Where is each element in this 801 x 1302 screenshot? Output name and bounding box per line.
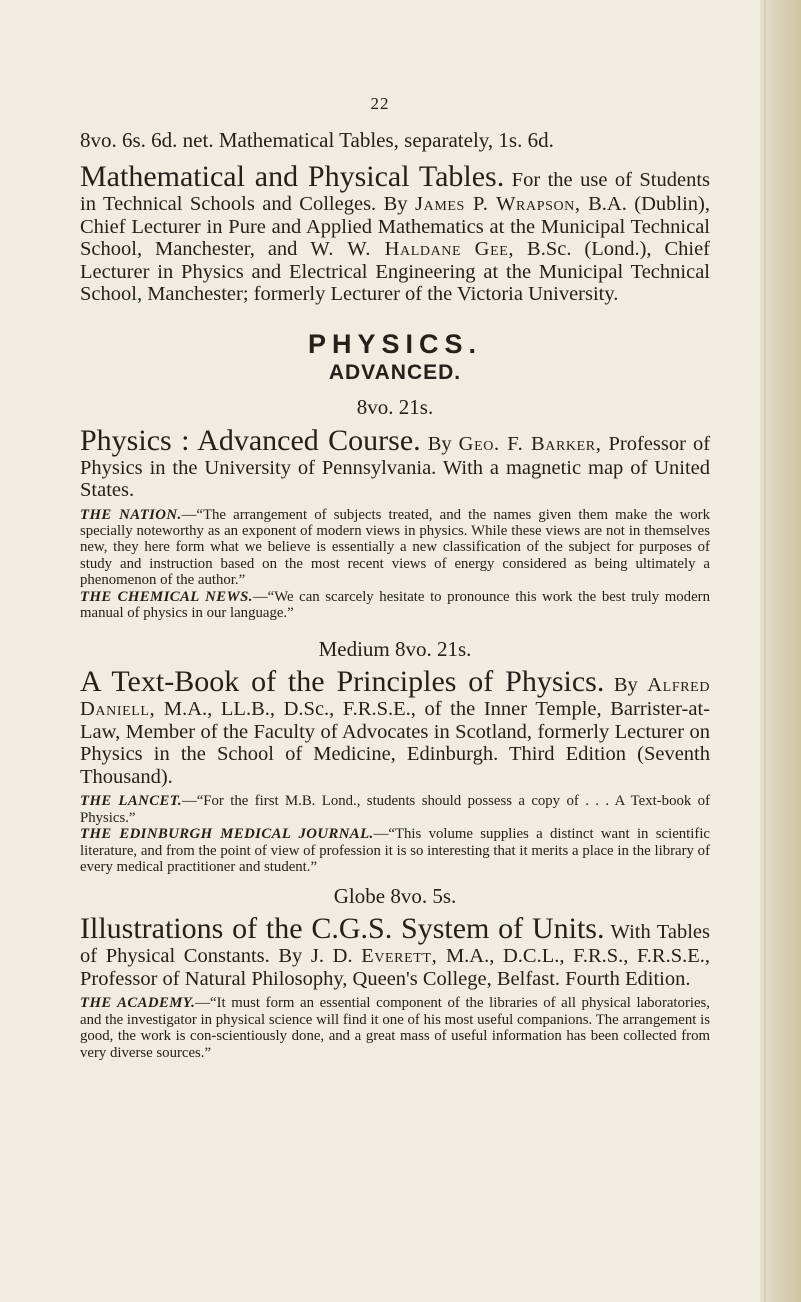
author-name: Everett, (361, 945, 438, 968)
page-fold (764, 0, 766, 1302)
entry-description: B.Sc. (Lond.), Chief Lecturer in Physics and Electrical Engineering at the Municipal Technical School, Manchester; formerly Lecturer of the Victoria University. (80, 238, 711, 305)
review-text: —“The arrangement of subjects treated, and the names given them make the work specially noteworthy as an exponent of modern views in physics. While these views are not in themselves new, they here form what we believe is essentially a new classification of the subject for purposes of study and instruction based on the most recent views of energy considered as being ultimately a phenomenon of the author.” (80, 506, 710, 589)
author-lead: With Tables of Physical Constants. By J. D. (80, 921, 710, 968)
entry-description: B.A. (Dublin), Chief Lecturer in Pure and Applied Mathematics at the Municipal Technical School, Manchester, and (80, 193, 711, 260)
review-source: THE EDINBURGH MEDICAL JOURNAL. (80, 826, 374, 843)
review-text: —“For the first M.B. Lond., students should possess a copy of . . . A Text-book of Physics.” (80, 793, 710, 826)
catalogue-entry (80, 126, 710, 306)
book-title: Mathematical and Physical Tables. (80, 160, 505, 193)
review-source: THE CHEMICAL NEWS. (80, 588, 253, 605)
review-text: —“We can scarcely hesitate to pronounce this work the best truly modern manual of physics in our language.” (80, 588, 710, 621)
catalogue-entry (80, 882, 710, 1061)
author-name: James P. Wrapson, (415, 193, 581, 215)
author-lead: By (427, 432, 452, 455)
review-source: THE ACADEMY. (80, 995, 196, 1012)
review-quote (80, 589, 710, 622)
review-text: —“It must form an essential component of the libraries of all physical laboratories, and the investigator in physical science will find it one of his most useful companions. The arrangement is good, the work is con-scientiously done, and a great mass of useful information has been collected from very diverse sources.” (80, 995, 711, 1061)
review-quote (80, 995, 710, 1061)
catalogue-entry (80, 635, 710, 875)
review-quote (80, 793, 710, 826)
section-heading: PHYSICS. (307, 328, 483, 359)
entry-meta: 8vo. 6s. 6d. net. Mathematical Tables, separately, 1s. 6d. (80, 128, 554, 152)
author-lead: For the use of Students in Technical Schools and Colleges. By (80, 169, 711, 215)
entry-meta: 8vo. 21s. (356, 394, 434, 419)
author-lead: By (613, 674, 638, 697)
review-quote (80, 826, 710, 875)
author-name: Geo. F. Barker, (458, 432, 602, 455)
review-source: THE LANCET. (80, 793, 182, 810)
catalogue-entry (80, 393, 710, 622)
author-name: W. W. Haldane Gee, (310, 238, 515, 260)
entry-description: M.A., LL.B., D.Sc., F.R.S.E., of the Inner Temple, Barrister-at-Law, Member of the Faculty of Advocates in Scotland, formerly Lecturer on Physics in the School of Medicine, Edinburgh. Third Edition (Seventh Thousand). (80, 698, 710, 788)
page-number: 22 (370, 94, 390, 113)
book-title: A Text-Book of the Principles of Physics. (80, 665, 605, 699)
book-title: Illustrations of the C.G.S. System of Units. (80, 912, 605, 946)
entry-meta: Medium 8vo. 21s. (318, 637, 472, 662)
review-text: —“This volume supplies a distinct want in scientific literature, and from the point of view of profession it is so interesting that it merits a place in the library of every medical practitioner and student.” (80, 826, 710, 875)
review-source: THE NATION. (80, 506, 182, 523)
page-edge (760, 0, 801, 1302)
author-name: Alfred Daniell, (80, 674, 711, 721)
section-subheading: ADVANCED. (328, 360, 462, 384)
review-quote (80, 507, 710, 589)
entry-meta: Globe 8vo. 5s. (333, 884, 457, 909)
catalogue-content (80, 126, 710, 1061)
entry-description: Professor of Physics in the University of Pennsylvania. With a magnetic map of United States. (80, 432, 711, 501)
book-title: Physics : Advanced Course. (80, 423, 421, 457)
entry-description: M.A., D.C.L., F.R.S., F.R.S.E., Professor of Natural Philosophy, Queen's College, Belfast. Fourth Edition. (80, 945, 711, 990)
